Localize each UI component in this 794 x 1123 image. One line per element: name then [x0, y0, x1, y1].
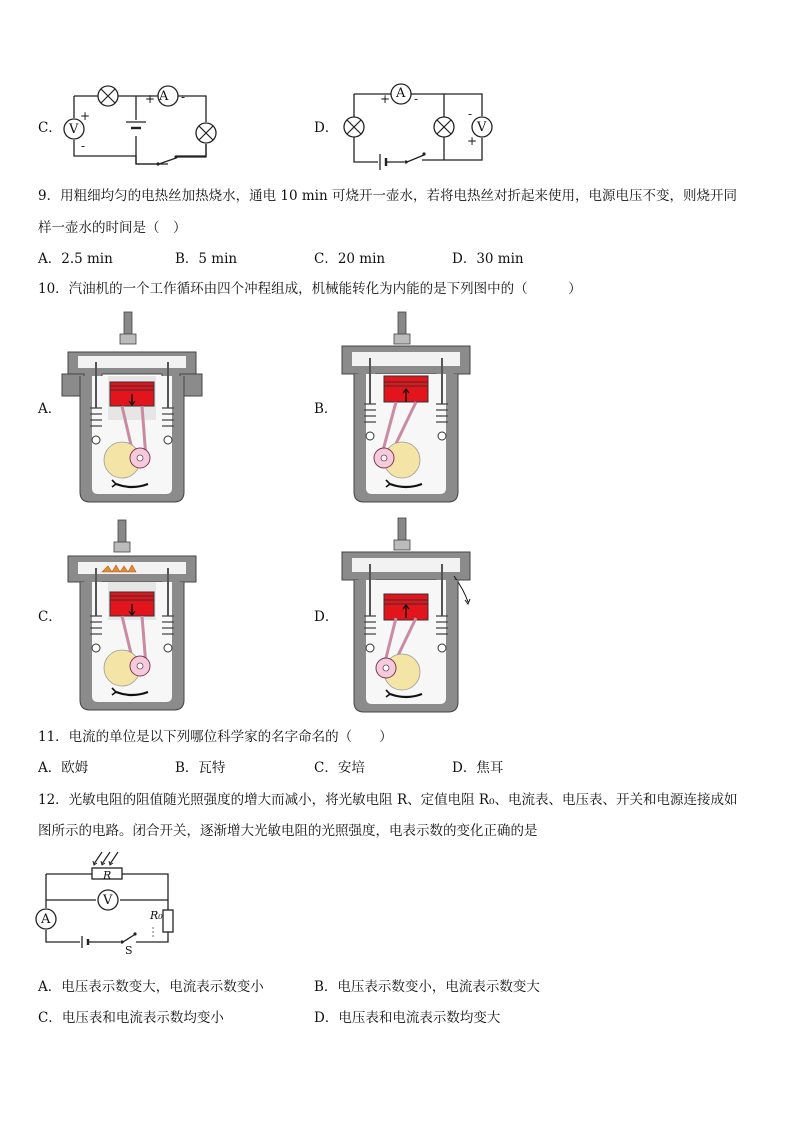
q12-label-r0: R₀ — [150, 909, 163, 922]
q8c-ammeter-minus: - — [181, 90, 186, 104]
q8-circuit-c — [60, 84, 220, 168]
q11-option-c: C．安培 — [314, 760, 365, 776]
q12-option-a: A．电压表示数变大，电流表示数变小 — [38, 979, 264, 995]
q8d-voltmeter-label: V — [477, 120, 487, 135]
q8d-ammeter-plus: + — [380, 92, 391, 106]
q12-option-c: C．电压表和电流表示数均变小 — [38, 1010, 224, 1026]
q8-circuit-d — [340, 82, 500, 170]
q11-option-d: D．焦耳 — [452, 760, 504, 776]
q12-label-s: S — [125, 944, 133, 957]
q9-option-a: A．2.5 min — [38, 251, 113, 267]
q9-option-c: C．20 min — [314, 251, 386, 267]
q9-option-d: D．30 min — [452, 251, 524, 267]
q10-engine-d — [336, 518, 476, 714]
q12-option-b: B．电压表示数变小，电流表示数变大 — [314, 979, 540, 995]
q12-stem-line1: 12．光敏电阻的阻值随光照强度的增大而减小，将光敏电阻 R、定值电阻 R₀、电流表、电压表、开关和电源连接成如 — [38, 792, 738, 808]
q8c-voltmeter-label: V — [69, 122, 79, 137]
q8-option-c-label: C． — [38, 120, 62, 136]
q8d-voltmeter-plus: + — [467, 134, 478, 148]
q11-option-a: A．欧姆 — [38, 760, 89, 776]
q8-option-d-label: D． — [314, 120, 339, 136]
q11-stem: 11．电流的单位是以下列哪位科学家的名字命名的（ ） — [38, 729, 393, 745]
q8d-ammeter-minus: - — [414, 92, 419, 106]
q10-engine-b — [336, 312, 476, 504]
q10-label-d: D． — [314, 609, 339, 625]
q9-stem-line2: 样一壶水的时间是（ ） — [38, 220, 187, 236]
q12-voltmeter-label: V — [103, 893, 113, 908]
q12-stem-line2: 图所示的电路。闭合开关，逐渐增大光敏电阻的光照强度，电表示数的变化正确的是 — [38, 823, 538, 839]
q10-label-c: C． — [38, 609, 62, 625]
q8c-voltmeter-minus: - — [81, 139, 86, 153]
q10-engine-c — [62, 520, 202, 712]
q12-ammeter-label: A — [41, 912, 51, 927]
q8d-voltmeter-minus: - — [468, 107, 473, 121]
q8c-ammeter-label: A — [159, 89, 169, 104]
q9-option-b: B．5 min — [175, 251, 238, 267]
q12-label-r: R — [103, 869, 112, 882]
q10-label-b: B． — [314, 401, 338, 417]
q8d-ammeter-label: A — [396, 86, 406, 101]
q10-engine-a — [62, 312, 202, 504]
q10-stem: 10．汽油机的一个工作循环由四个冲程组成，机械能转化为内能的是下列图中的（ ） — [38, 281, 582, 297]
q9-stem-line1: 9．用粗细均匀的电热丝加热烧水，通电 10 min 可烧开一壶水，若将电热丝对折起来使用，电源电压不变，则烧开同 — [38, 188, 737, 204]
q11-option-b: B．瓦特 — [175, 760, 226, 776]
q12-option-d: D．电压表和电流表示数均变大 — [314, 1010, 501, 1026]
q10-label-a: A． — [38, 401, 62, 417]
q8c-voltmeter-plus: + — [80, 109, 91, 123]
q8c-ammeter-plus: + — [145, 92, 156, 106]
